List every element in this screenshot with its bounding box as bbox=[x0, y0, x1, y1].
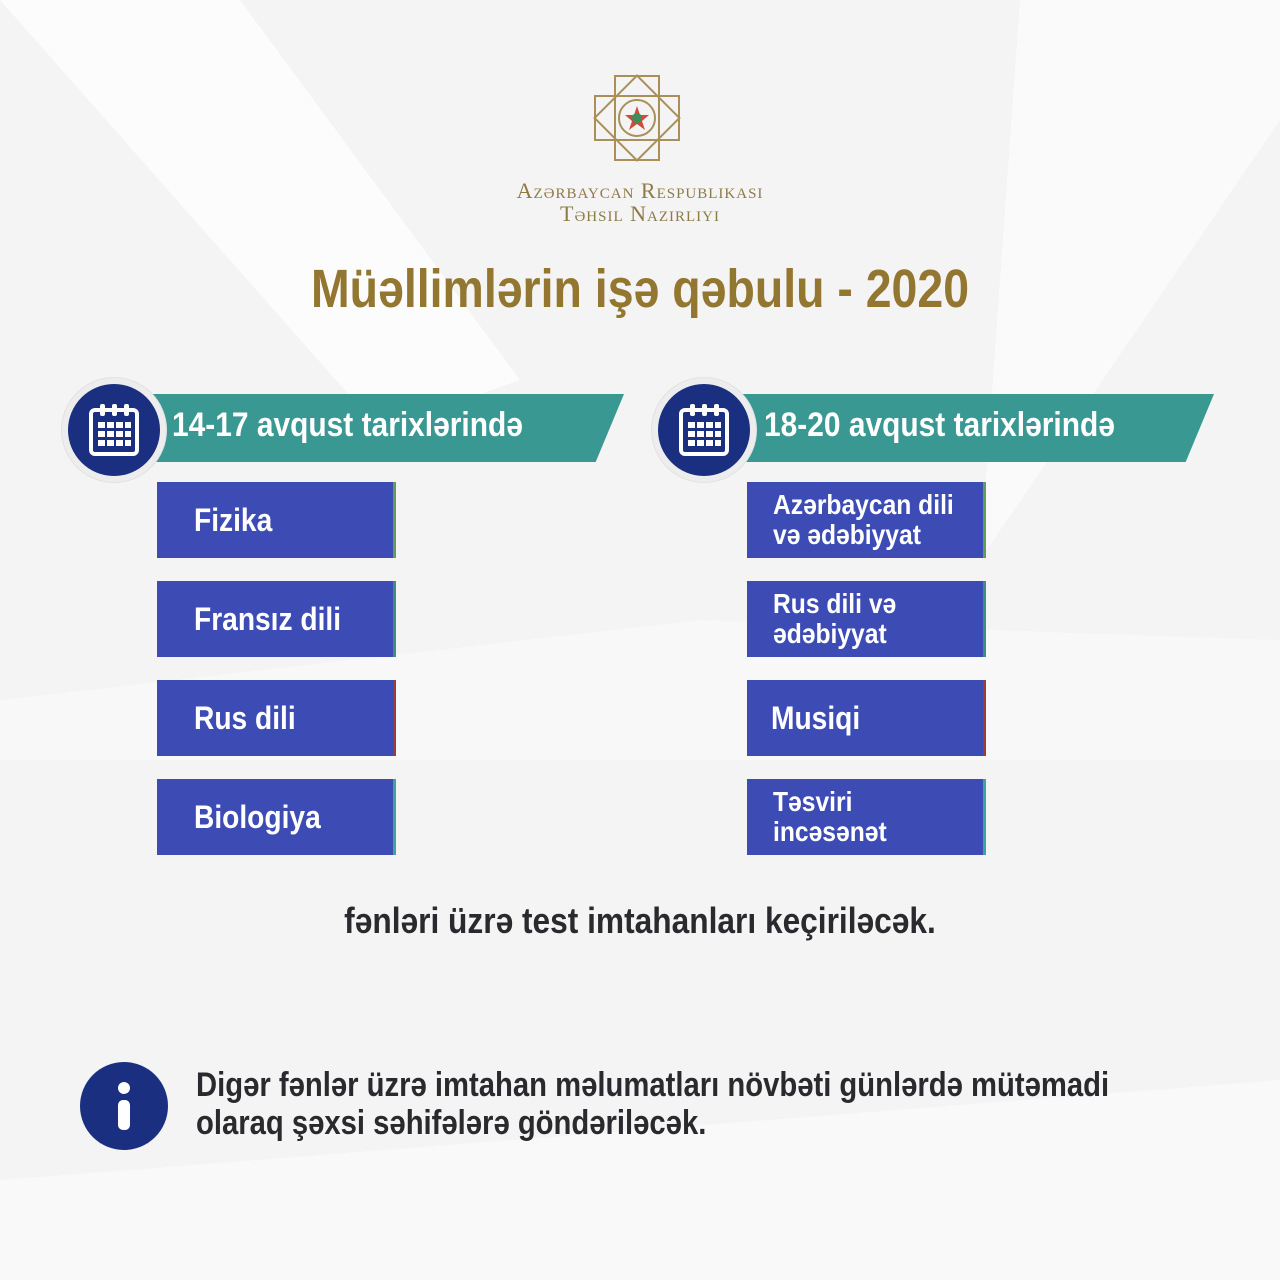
subject-fransiz-dili: Fransız dili bbox=[157, 581, 393, 657]
ministry-emblem bbox=[583, 64, 691, 172]
info-note-line1: Digər fənlər üzrə imtahan məlumatları növbəti günlərdə mütəmadi bbox=[196, 1066, 1110, 1104]
date-banner-1-label: 14-17 avqust tarixlərində bbox=[172, 406, 523, 444]
date-banner-2-label: 18-20 avqust tarixlərində bbox=[764, 406, 1115, 444]
org-name-line2: Təhsil Nazirliyi bbox=[560, 201, 720, 226]
calendar-icon bbox=[88, 402, 140, 458]
org-name-line1: Azərbaycan Respublikası bbox=[516, 178, 764, 203]
info-note-line2: olaraq şəxsi səhifələrə göndəriləcək. bbox=[196, 1104, 707, 1142]
exam-footer-text: fənləri üzrə test imtahanları keçiriləcək. bbox=[344, 900, 936, 941]
calendar-badge-2 bbox=[652, 378, 756, 482]
subject-azerbaycan-dili-ve-edebiyyat: Azərbaycan dili və ədəbiyyat bbox=[747, 482, 983, 558]
page-title: Müəllimlərin işə qəbulu - 2020 bbox=[310, 259, 970, 319]
subject-biologiya: Biologiya bbox=[157, 779, 393, 855]
calendar-icon bbox=[678, 402, 730, 458]
calendar-badge-1 bbox=[62, 378, 166, 482]
subject-rus-dili-ve-edebiyyat: Rus dili və ədəbiyyat bbox=[747, 581, 983, 657]
subject-rus-dili: Rus dili bbox=[157, 680, 393, 756]
subject-musiqi: Musiqi bbox=[747, 680, 983, 756]
subject-fizika: Fizika bbox=[157, 482, 393, 558]
info-icon bbox=[80, 1062, 168, 1150]
subject-tesviri-incesenet: Təsviri incəsənət bbox=[747, 779, 983, 855]
info-note bbox=[196, 1066, 1142, 1142]
